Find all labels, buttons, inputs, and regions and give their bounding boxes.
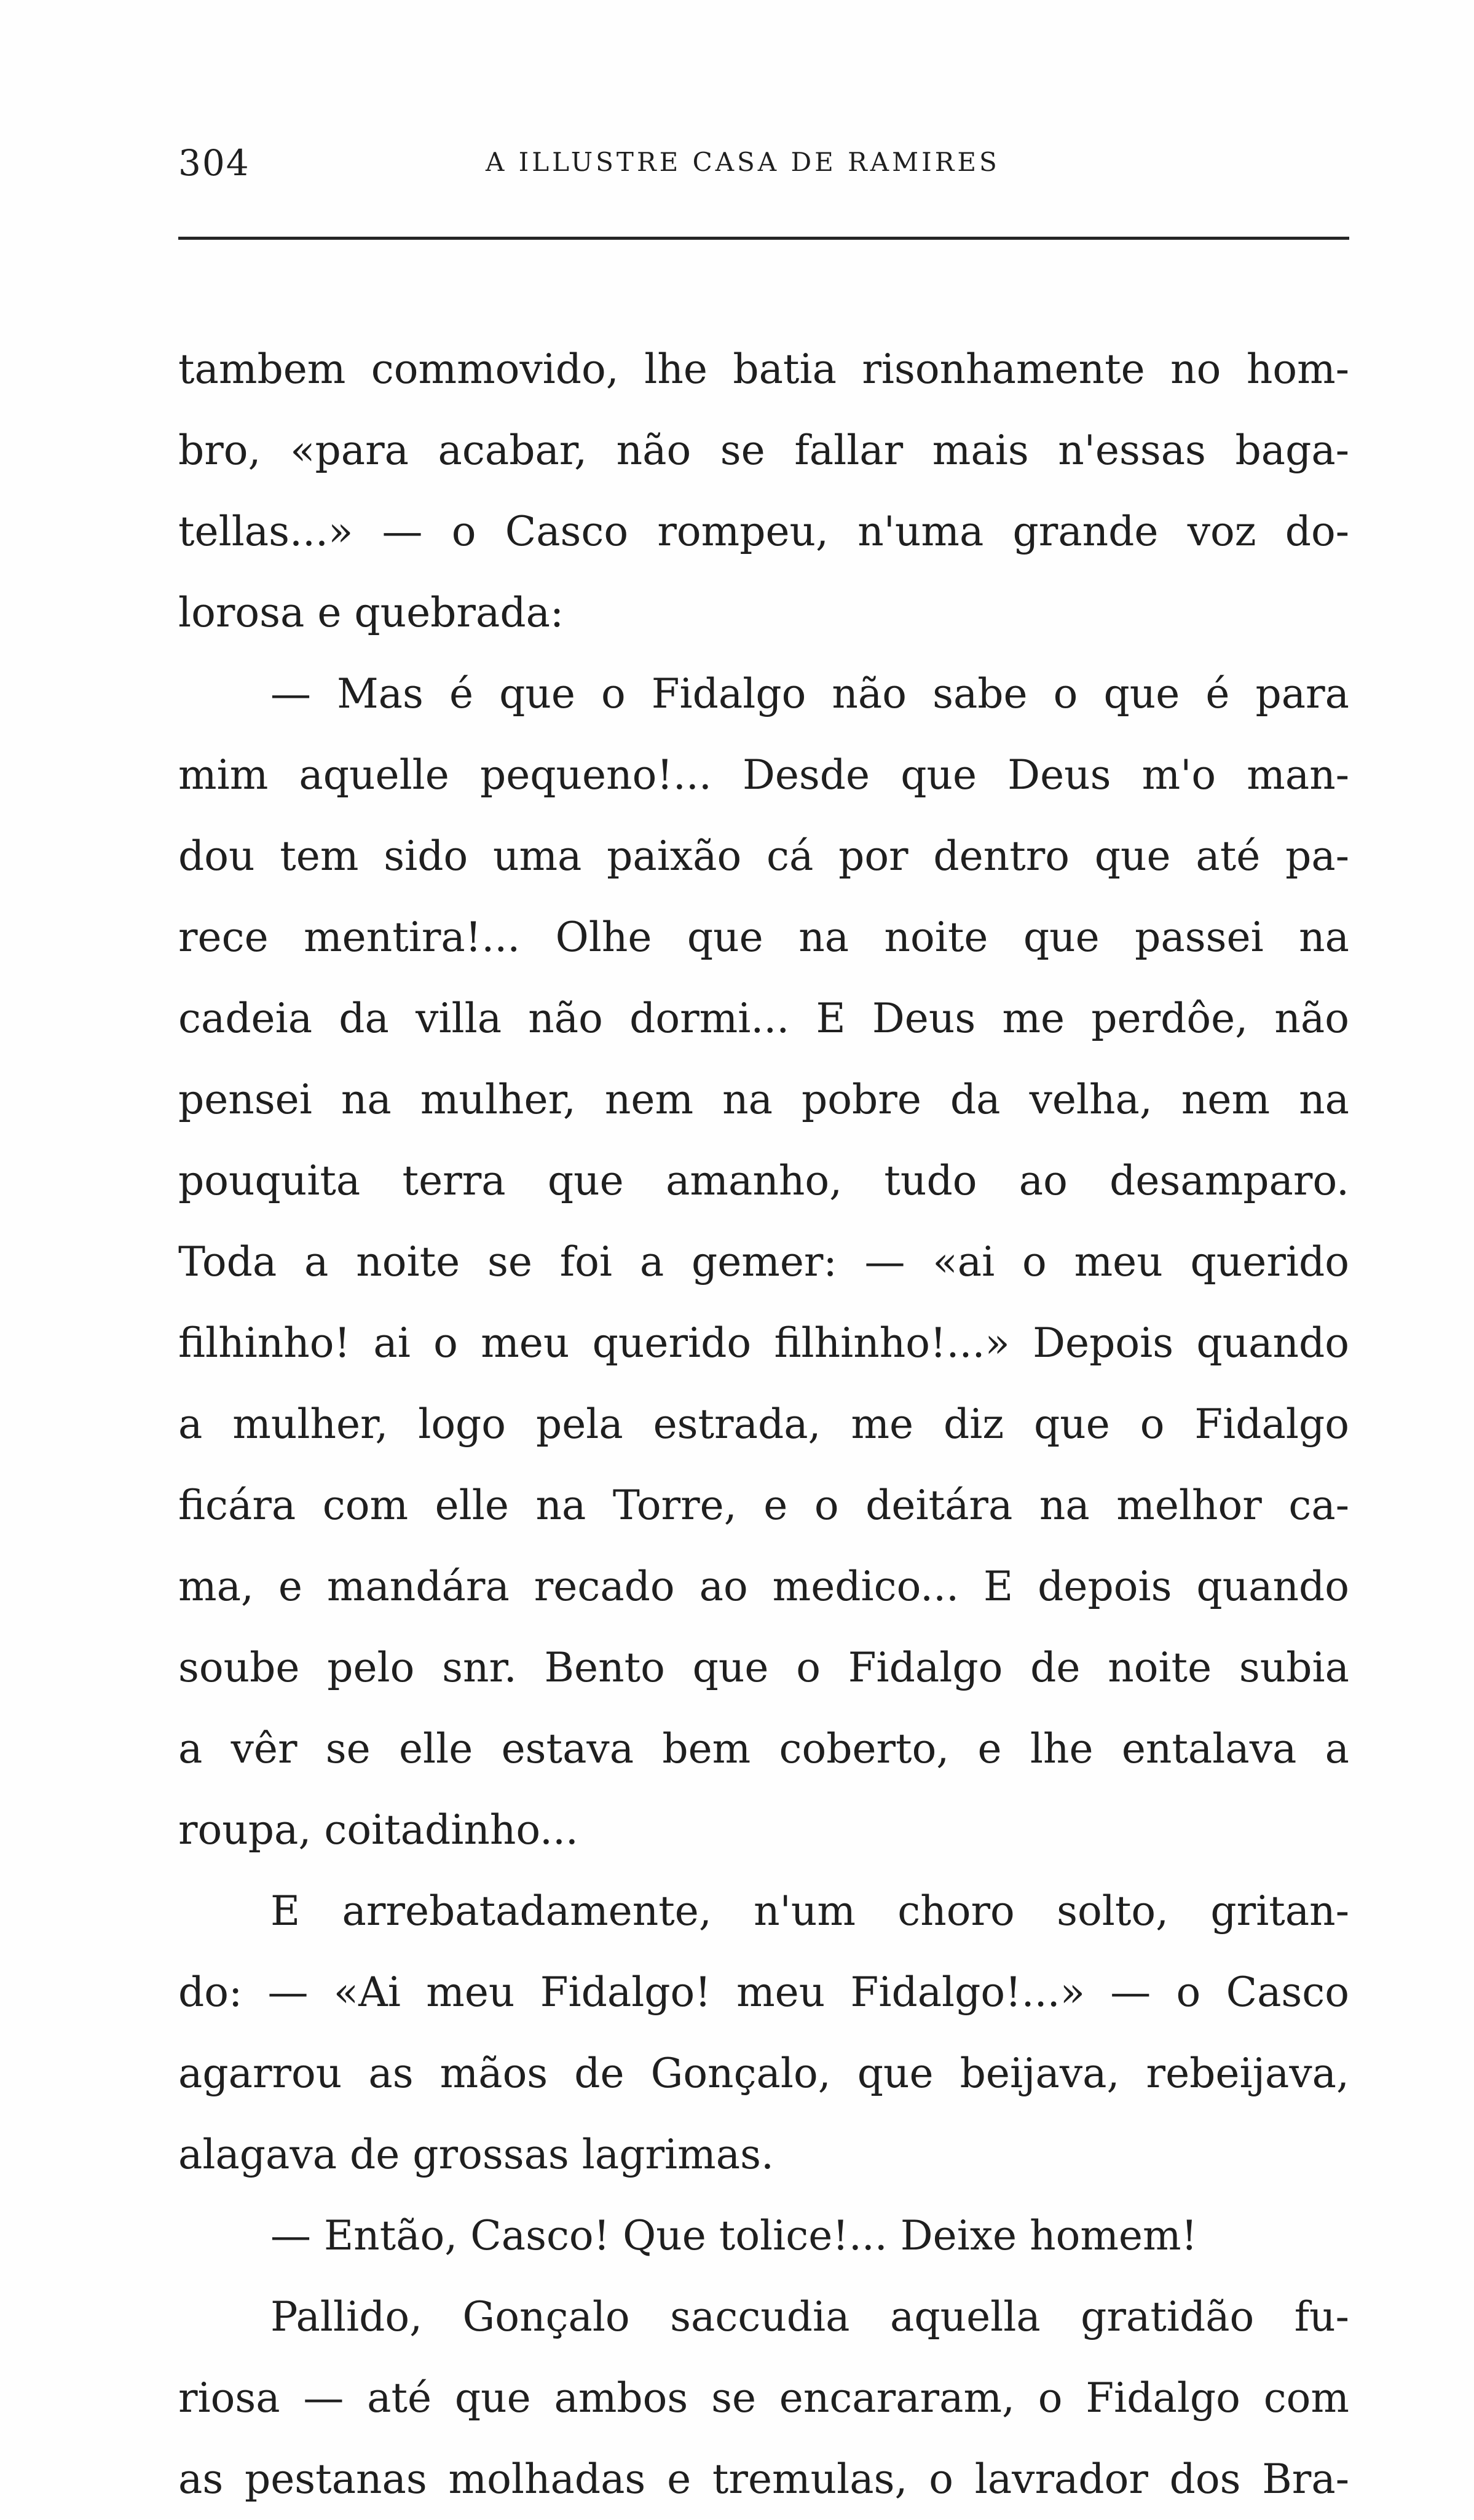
text-line: — Então, Casco! Que tolice!... Deixe homem! <box>270 2212 1198 2259</box>
text-line: roupa, coitadinho... <box>178 1806 578 1854</box>
text-line: a mulher, logo pela estrada, me diz que o Fidalgo <box>178 1400 1349 1448</box>
text-line: bro, «para acabar, não se fallar mais n'essas baga- <box>178 427 1349 474</box>
text-line: do: — «Ai meu Fidalgo! meu Fidalgo!...» — o Casco <box>178 1969 1349 2016</box>
text-line: Pallido, Gonçalo saccudia aquella gratidão fu- <box>270 2293 1349 2340</box>
text-line: mim aquelle pequeno!... Desde que Deus m'o man- <box>178 751 1349 799</box>
text-line: — Mas é que o Fidalgo não sabe o que é para <box>270 670 1349 717</box>
running-head <box>178 141 1349 184</box>
text-line: alagava de grossas lagrimas. <box>178 2131 774 2178</box>
text-line: filhinho! ai o meu querido filhinho!...» Depois quando <box>178 1319 1349 1367</box>
text-line: riosa — até que ambos se encararam, o Fidalgo com <box>178 2374 1349 2422</box>
text-line: tellas...» — o Casco rompeu, n'uma grande voz do- <box>178 508 1349 555</box>
text-line: Toda a noite se foi a gemer: — «ai o meu querido <box>178 1238 1349 1286</box>
text-line: rece mentira!... Olhe que na noite que passei na <box>178 914 1349 961</box>
text-line: soube pelo snr. Bento que o Fidalgo de noite subia <box>178 1644 1349 1691</box>
text-line: ma, e mandára recado ao medico... E depois quando <box>178 1563 1349 1610</box>
body-text <box>178 329 1349 2520</box>
running-title: A ILLUSTRE CASA DE RAMIRES <box>486 147 1000 177</box>
text-line: E arrebatadamente, n'um choro solto, gritan- <box>270 1887 1349 1935</box>
text-line: dou tem sido uma paixão cá por dentro que até pa- <box>178 832 1349 880</box>
text-line: lorosa e quebrada: <box>178 589 564 636</box>
text-line: cadeia da villa não dormi... E Deus me perdôe, não <box>178 995 1349 1042</box>
text-line: pensei na mulher, nem na pobre da velha, nem na <box>178 1076 1349 1123</box>
text-line: ficára com elle na Torre, e o deitára na melhor ca- <box>178 1482 1349 1529</box>
text-line: as pestanas molhadas e tremulas, o lavrador dos Bra- <box>178 2455 1349 2503</box>
text-line: agarrou as mãos de Gonçalo, que beijava, rebeijava, <box>178 2050 1349 2097</box>
page-number: 304 <box>178 142 250 184</box>
text-line: a vêr se elle estava bem coberto, e lhe entalava a <box>178 1725 1349 1772</box>
text-line: tambem commovido, lhe batia risonhamente no hom- <box>178 346 1349 393</box>
text-line: pouquita terra que amanho, tudo ao desamparo. <box>178 1157 1349 1204</box>
header-rule <box>178 237 1349 240</box>
